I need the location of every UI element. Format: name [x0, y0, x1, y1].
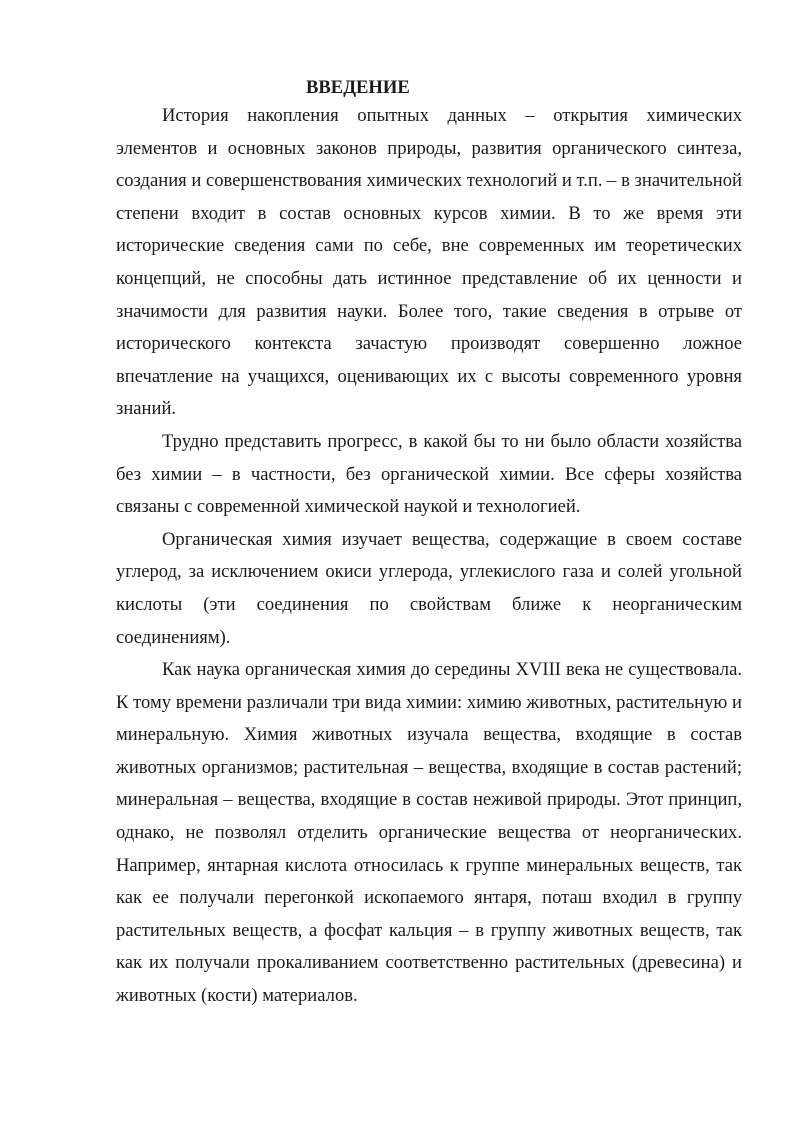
document-title: ВВЕДЕНИЕ: [306, 77, 410, 98]
paragraph-3: Органическая химия изучает вещества, содержащие в своем составе углерод, за исключением окиси углерода, углекислого газа и солей угольной кислоты (эти соединения по свойствам ближе к неорганическим соединениям).: [116, 528, 742, 648]
paragraph-2: Трудно представить прогресс, в какой бы то ни было области хозяйства без химии – в частности, без органической химии. Все сферы хозяйства связаны с современной химической наукой и технологией.: [116, 430, 742, 518]
paragraph-1: История накопления опытных данных – открытия химических элементов и основных законов природы, развития органического синтеза, создания и совершенствования химических технологий и т.п. – в значительной степени входит в состав основных курсов химии. В то же время эти исторические сведения сами по себе, вне современных им теоретических концепций, не способны дать истинное представление об их ценности и значимости для развития науки. Более того, такие сведения в отрыве от исторического контекста зачастую производят совершенно ложное впечатление на учащихся, оценивающих их с высоты современного уровня знаний.: [116, 105, 742, 420]
paragraph-4: Как наука органическая химия до середины XVIII века не существовала. К тому времени различали три вида химии: химию животных, растительную и минеральную. Химия животных изучала вещества, входящие в состав животных организмов; растительная – вещества, входящие в состав растений; минеральная – вещества, входящие в состав неживой природы. Этот принцип, однако, не позволял отделить органические вещества от неорганических. Например, янтарная кислота относилась к группе минеральных веществ, так как ее получали перегонкой ископаемого янтаря, поташ входил в группу растительных веществ, а фосфат кальция – в группу животных веществ, так как их получали прокаливанием соответственно растительных (древесина) и животных (кости) материалов.: [116, 659, 742, 1007]
document-body: [116, 76, 742, 1013]
